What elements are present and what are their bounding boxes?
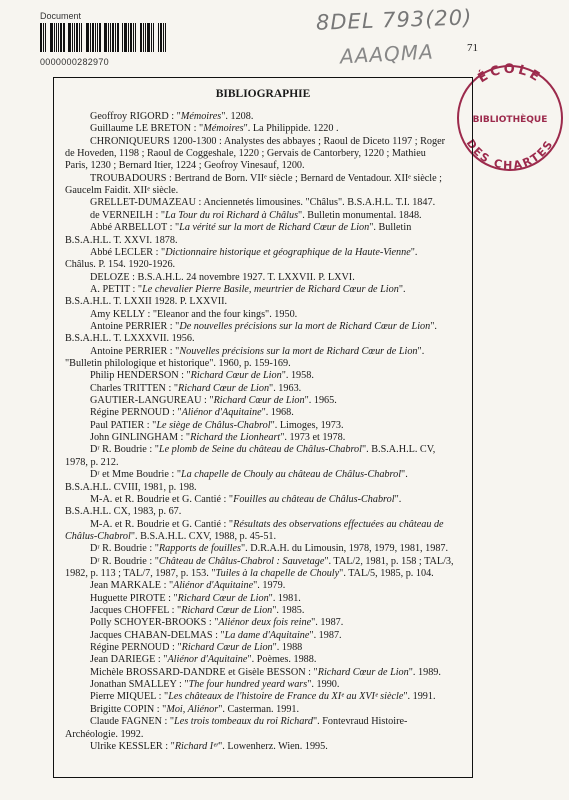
bibliography-line	[65, 185, 178, 197]
entry-text: ". Limoges, 1973.	[270, 419, 344, 431]
bibliography-line	[90, 123, 339, 135]
entry-text: ". 1991.	[403, 691, 436, 703]
entry-text: Abbé LECLER : "	[90, 246, 166, 258]
bibliography-line	[90, 654, 316, 666]
entry-text: ".	[417, 345, 425, 357]
bibliography-line	[90, 556, 454, 568]
call-number-handwritten: 8DEL 793(20)	[315, 5, 473, 35]
entry-text: ". TAL/2, 1981, p. 158 ; TAL/3,	[324, 555, 454, 567]
entry-text: TROUBADOURS : Bertrand de Born. VIIᵉ siècle ; Bernard de Ventadour. XIIᵉ siècle ;	[90, 172, 442, 184]
bibliography-line	[65, 235, 178, 247]
title-text: Richard Cœur de Lion	[181, 605, 273, 616]
entry-text: Michèle BROSSARD-DANDRE et Gisèle BESSON : "	[90, 666, 318, 678]
entry-text: ". TAL/5, 1985, p. 104.	[339, 567, 434, 579]
bibliography-line	[90, 444, 435, 456]
entry-text: ". 1988	[272, 642, 303, 654]
title-text: Le plomb de Seine du château de Châlus-Chabrol	[158, 444, 362, 456]
entry-text: B.S.A.H.L. CVIII, 1981, p. 198.	[65, 481, 197, 493]
title-text: Richard the Lionheart	[190, 432, 281, 444]
entry-text: ". Poèmes. 1988.	[247, 654, 317, 666]
title-text: Aliénor d'Aquitaine	[167, 654, 248, 666]
entry-text: 1978, p. 212.	[65, 456, 119, 468]
title-text: Les trois tombeaux du roi Richard	[174, 716, 313, 728]
entry-text: Philip HENDERSON : "	[90, 370, 191, 382]
entry-text: ". D.R.A.H. du Limousin, 1978, 1979, 1981, 1987.	[240, 543, 449, 555]
entry-text: Jean MARKALE : "	[90, 580, 174, 592]
title-text: Tuiles à la chapelle de Chouly	[215, 567, 340, 579]
title-text: Richard Iᵉʳ	[174, 740, 219, 752]
page-number: 71	[467, 42, 478, 54]
bibliography-line	[90, 469, 408, 481]
entry-text: ". B.S.A.H.L. CV,	[362, 444, 436, 456]
bibliography-line	[90, 580, 285, 592]
bibliography-line	[90, 642, 302, 654]
bibliography-line	[90, 321, 437, 333]
title-text: Fouilles au château de Châlus-Chabrol	[233, 493, 395, 505]
title-text: Les châteaux de l'histoire de France du XIᵉ au XVIᵉ siècle	[168, 691, 404, 703]
stamp-top-text: ÉCOLE	[475, 61, 545, 87]
svg-text:DES CHARTES	[464, 137, 557, 172]
bibliography-line	[90, 173, 442, 185]
entry-text: ". Bulletin	[369, 222, 412, 234]
entry-text: ".	[401, 469, 408, 481]
bibliography-line	[90, 407, 294, 419]
title-text: Moi, Aliénor	[166, 703, 219, 715]
title-text: La vérité sur la mort de Richard Cœur de Lion	[179, 222, 370, 234]
entry-text: Gaucelm Faidit. XIIᵉ siècle.	[65, 185, 179, 197]
entry-text: Amy KELLY : "Eleanor and the four kings". 1950.	[90, 308, 298, 320]
title-text: Aliénor deux fois reine	[218, 617, 312, 629]
entry-text: ". Lowenherz. Wien. 1995.	[218, 740, 328, 752]
title-text: Richard Cœur de Lion	[181, 642, 273, 654]
bibliography-line	[65, 457, 118, 469]
title-text: Mémoires	[203, 123, 244, 135]
bibliography-line	[90, 309, 297, 321]
title-text: La dame d'Aquitaine	[224, 629, 310, 641]
bibliography-line	[90, 494, 401, 506]
entry-text: Dʳ R. Boudrie : "	[90, 543, 159, 555]
entry-text: ". 1985.	[272, 605, 305, 616]
entry-text: "Bulletin philologique et historique". 1960, p. 159-169.	[65, 358, 291, 369]
entry-text: ".	[394, 493, 402, 505]
entry-text: ".	[398, 283, 406, 295]
title-text: La Tour du roi Richard à Châlus	[165, 209, 299, 221]
entry-text: ". 1981.	[268, 592, 301, 604]
entry-text: ". 1973 et 1978.	[280, 432, 346, 444]
title-text: Le siège de Châlus-Chabrol	[156, 419, 271, 431]
entry-text: 1982, p. 113 ; TAL/7, 1987, p. 153. "	[65, 567, 216, 579]
title-text: Nouvelles précisions sur la mort de Richard Cœur de Lion	[179, 345, 418, 357]
entry-text: B.S.A.H.L. T. LXXII 1928. P. LXXVII.	[65, 296, 228, 308]
entry-text: Châlus. P. 154. 1920-1926.	[65, 259, 176, 271]
title-text: Richard Cœur de Lion	[190, 370, 282, 382]
bibliography-line	[90, 704, 299, 716]
entry-text: Huguette PIROTE : "	[90, 592, 178, 604]
entry-text: ". B.S.A.H.L. CXV, 1988, p. 45-51.	[130, 530, 277, 542]
entry-text: de VERNEILH : "	[90, 209, 165, 221]
bibliography-line	[90, 197, 435, 209]
entry-text: ". Casterman. 1991.	[218, 703, 300, 715]
bibliography-line	[90, 667, 441, 679]
entry-text: Pierre MIQUEL : "	[90, 691, 169, 703]
entry-text: Paul PATIER : "	[90, 419, 157, 431]
entry-text: ".	[410, 246, 418, 258]
entry-text: Archéologie. 1992.	[65, 728, 144, 740]
bibliography-line	[65, 531, 276, 543]
bibliography-line	[65, 296, 227, 308]
bibliography-line	[65, 506, 181, 518]
entry-text: Régine PERNOUD : "	[90, 407, 182, 419]
bibliography-line	[90, 111, 253, 123]
entry-text: Jean DARIEGE : "	[90, 654, 168, 666]
title-text: Rapports de fouilles	[158, 543, 241, 555]
bibliography-line	[90, 210, 422, 222]
title-text: Richard Cœur de Lion	[177, 592, 269, 604]
title-text: Châlus-Chabrol	[65, 530, 131, 542]
entry-text: ". 1987.	[309, 629, 342, 641]
bibliography-line	[65, 568, 434, 580]
entry-text: Dʳ R. Boudrie : "	[90, 555, 159, 567]
bibliography-line	[90, 716, 407, 728]
bibliography-line	[90, 136, 445, 148]
bibliography-line	[65, 333, 195, 345]
bibliography-line	[90, 519, 444, 531]
bibliography-line	[90, 383, 301, 395]
entry-text: Guillaume LE BRETON : "	[90, 123, 204, 135]
bibliography-line	[90, 630, 342, 642]
entry-text: Paris, 1230 ; Bernard Itier, 1224 ; Geofroy Vinesauf, 1200.	[65, 160, 305, 172]
entry-text: ". 1989.	[408, 666, 441, 678]
bibliography-line	[90, 617, 343, 629]
bibliography-line	[90, 222, 411, 234]
bibliography-line	[65, 259, 175, 271]
document-label: Document	[40, 11, 82, 21]
bibliography-line	[90, 346, 424, 358]
entry-text: Jacques CHOFFEL : "	[90, 605, 182, 616]
entry-text: de Hoveden, 1198 ; Raoul de Coggeshale, 1220 ; Gervais de Cantorbery, 1220 ; Mathieu	[65, 148, 426, 160]
entry-text: B.S.A.H.L. T. XXVI. 1878.	[65, 234, 178, 246]
entry-text: Polly SCHOYER-BROOKS : "	[90, 617, 219, 629]
title-text: Aliénor d'Aquitaine	[181, 407, 262, 419]
entry-text: ". Fontevraud Histoire-	[313, 716, 408, 728]
title-text: Mémoires	[180, 111, 222, 122]
bibliography-line	[90, 741, 328, 753]
bibliography-line	[90, 420, 344, 432]
entry-text: Régine PERNOUD : "	[90, 642, 182, 654]
bibliography-line	[90, 370, 314, 382]
title-text: Richard Cœur de Lion	[317, 666, 409, 678]
entry-text: ". La Philippide. 1220 .	[243, 123, 339, 135]
title-text: Résultats des observations effectuées au château de	[233, 518, 444, 530]
stamp-middle-text: BIBLIOTHÈQUE	[472, 115, 548, 125]
entry-text: Ulrike KESSLER : "	[90, 740, 175, 752]
entry-text: M-A. et R. Boudrie et G. Cantié : "	[90, 518, 234, 530]
entry-text: DELOZE : B.S.A.H.L. 24 novembre 1927. T. LXXVII. P. LXVI.	[90, 271, 355, 283]
entry-text: B.S.A.H.L. CX, 1983, p. 67.	[65, 506, 182, 518]
entry-text: John GINLINGHAM : "	[90, 432, 191, 444]
title-text: Le chevalier Pierre Basile, meurtrier de Richard Cœur de Lion	[142, 283, 399, 295]
bibliography-line	[90, 247, 417, 259]
bibliography-line	[65, 148, 426, 160]
bibliography-line	[90, 543, 448, 555]
entry-text: ". 1979.	[253, 580, 286, 592]
entry-text: Antoine PERRIER : "	[90, 345, 180, 357]
entry-text: Jacques CHABAN-DELMAS : "	[90, 629, 225, 641]
entry-text: Claude FAGNEN : "	[90, 716, 175, 728]
title-text: Richard Cœur de Lion	[213, 395, 305, 407]
bibliography-line	[90, 605, 304, 617]
entry-text: CHRONIQUEURS 1200-1300 : Analystes des abbayes ; Raoul de Diceto 1197 ; Roger	[90, 135, 446, 147]
handwritten-note: AAAQMA	[339, 39, 435, 69]
entry-text: ". 1958.	[281, 370, 314, 382]
entry-text: ". 1990.	[307, 679, 340, 691]
title-text: De nouvelles précisions sur la mort de Richard Cœur de Lion	[179, 320, 431, 332]
title-text: Aliénor d'Aquitaine	[173, 580, 254, 592]
entry-text: Geoffroy RIGORD : "	[90, 111, 181, 122]
barcode-number: 0000000282970	[40, 57, 109, 67]
entry-text: Dʳ et Mme Boudrie : "	[90, 469, 181, 481]
entry-text: A. PETIT : "	[90, 283, 143, 295]
entry-text: B.S.A.H.L. T. LXXXVII. 1956.	[65, 333, 195, 345]
bibliography-line	[65, 729, 143, 741]
bibliography-line	[90, 593, 301, 605]
stamp-bottom-text: DES CHARTES	[463, 137, 557, 173]
bibliography-line	[90, 284, 406, 296]
entry-text: ". 1987.	[311, 617, 344, 629]
page-title: BIBLIOGRAPHIE	[215, 88, 311, 100]
entry-text: Brigitte COPIN : "	[90, 703, 167, 715]
entry-text: ". 1968.	[261, 407, 294, 419]
entry-text: Dʳ R. Boudrie : "	[90, 444, 159, 456]
title-text: Château de Châlus-Chabrol : Sauvetage	[158, 555, 325, 567]
entry-text: ". 1208.	[221, 111, 254, 122]
entry-text: Antoine PERRIER : "	[90, 320, 180, 332]
entry-text: GRELLET-DUMAZEAU : Anciennetés limousines. "Châlus". B.S.A.H.L. T.I. 1847.	[90, 197, 436, 209]
title-text: The four hundred yeard wars	[188, 679, 308, 691]
bibliography-line	[90, 691, 436, 703]
entry-text: ". 1965.	[304, 395, 337, 407]
bibliography-line	[90, 432, 345, 444]
entry-text: ". 1963.	[269, 382, 302, 394]
entry-text: ". Bulletin monumental. 1848.	[298, 209, 422, 221]
bibliography-line	[90, 272, 355, 284]
entry-text: ".	[430, 320, 437, 332]
title-text: Richard Cœur de Lion	[178, 382, 270, 394]
entry-text: GAUTIER-LANGUREAU : "	[90, 395, 214, 407]
entry-text: M-A. et R. Boudrie et G. Cantié : "	[90, 493, 234, 505]
title-text: Dictionnaire historique et géographique de la Haute-Vienne	[165, 246, 411, 258]
barcode	[40, 23, 167, 52]
bibliography-line	[65, 358, 291, 370]
bibliography-line	[90, 395, 337, 407]
bibliography-line	[65, 482, 197, 494]
svg-text:ÉCOLE	[475, 62, 545, 86]
bibliography-line	[65, 160, 305, 172]
title-text: La chapelle de Chouly au château de Châlus-Chabrol	[180, 469, 402, 481]
entry-text: Jonathan SMALLEY : "	[90, 679, 189, 691]
bibliography-line	[90, 679, 339, 691]
entry-text: Charles TRITTEN : "	[90, 382, 179, 394]
entry-text: Abbé ARBELLOT : "	[90, 222, 180, 234]
